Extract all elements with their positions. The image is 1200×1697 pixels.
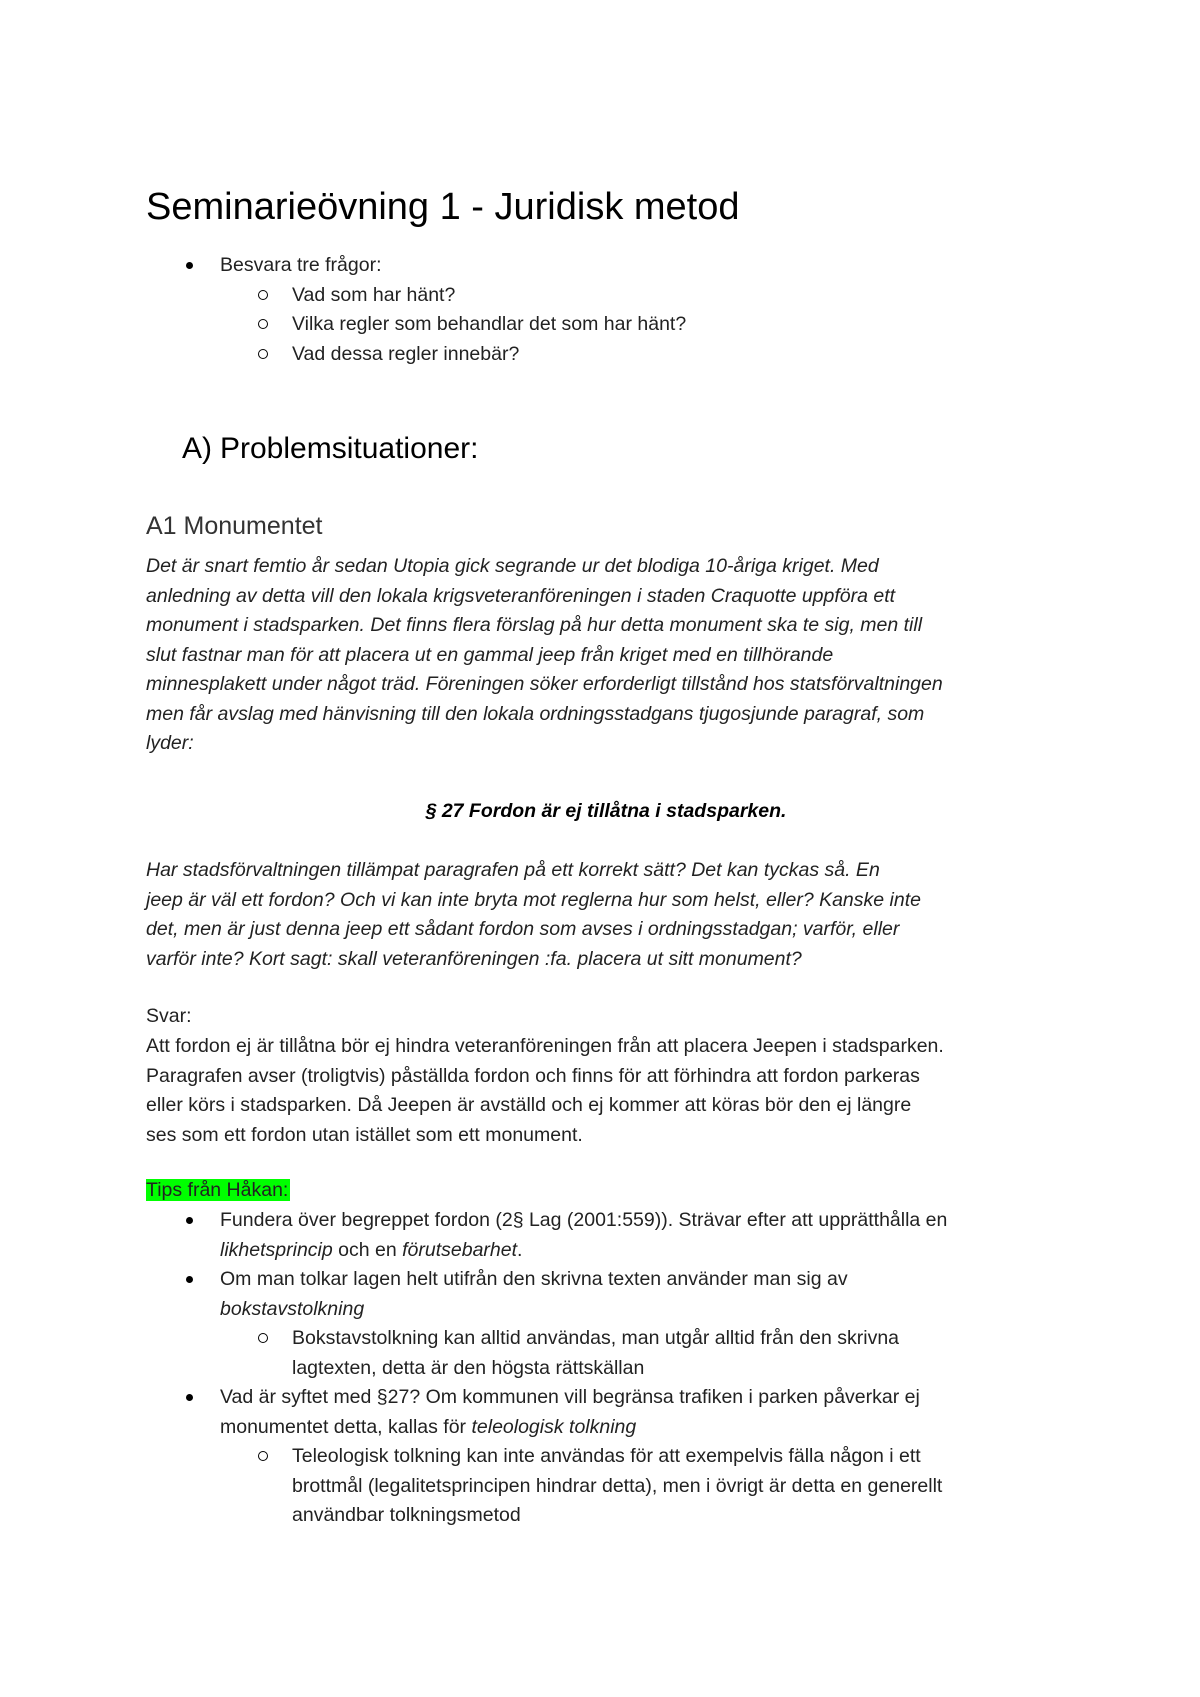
tip-line: användbar tolkningsmetod [292, 1504, 521, 1526]
emphasis: likhetsprincip [220, 1238, 333, 1261]
scenario-line: minnesplakett under något träd. Föreningen söker erforderligt tillstånd hos statsförvaltningen [146, 673, 943, 695]
question-paragraph [146, 856, 1071, 974]
question-item: Vad som har hänt? [146, 281, 1066, 311]
question-line: jeep är väl ett fordon? Och vi kan inte bryta mot reglerna hur som helst, eller? Kanske inte [146, 888, 921, 911]
tip-text: monumentet detta, kallas för [220, 1415, 472, 1438]
scenario-line: Det är snart femtio år sedan Utopia gick segrande ur det blodiga 10-åriga kriget. Med [146, 555, 879, 577]
emphasis: förutsebarhet [402, 1238, 518, 1261]
emphasis: bokstavstolkning [220, 1297, 365, 1320]
question-line: Har stadsförvaltningen tillämpat paragrafen på ett korrekt sätt? Det kan tyckas så. En [146, 859, 880, 881]
scenario-line: anledning av detta vill den lokala krigsveteranföreningen i staden Craquotte uppföra ett [146, 584, 896, 607]
section-letter: A) [182, 432, 212, 465]
subsection-heading-a1: A1 Monumentet [146, 512, 323, 540]
tip-item [146, 1265, 1066, 1324]
document-title: Seminarieövning 1 - Juridisk metod [146, 186, 740, 228]
tips-heading [146, 1176, 290, 1206]
task-list [146, 251, 1066, 369]
question-line: varför inte? Kort sagt: skall veteranföreningen :fa. placera ut sitt monument? [146, 947, 802, 970]
tip-line: lagtexten, detta är den högsta rättskällan [292, 1356, 645, 1379]
tip-line: Teleologisk tolkning kan inte användas för att exempelvis fälla någon i ett [292, 1445, 921, 1467]
tip-subitem [146, 1442, 1066, 1531]
scenario-line: slut fastnar man för att placera ut en gammal jeep från kriget med en tillhörande [146, 643, 834, 666]
intro-bullet: Besvara tre frågor: [146, 251, 1066, 281]
highlighted-text: Tips från Håkan: [146, 1179, 289, 1201]
tip-line: Bokstavstolkning kan alltid användas, man utgår alltid från den skrivna [292, 1327, 900, 1349]
tips-list [146, 1206, 1066, 1531]
answer-line: Paragrafen avser (troligtvis) påställda fordon och finns för att förhindra att fordon parkeras [146, 1064, 920, 1087]
tip-item [146, 1383, 1066, 1442]
scenario-line: lyder: [146, 732, 194, 754]
question-item: Vilka regler som behandlar det som har hänt? [146, 310, 1066, 340]
answer-paragraph [146, 1032, 1071, 1150]
tip-text: . [517, 1238, 523, 1261]
question-line: det, men är just denna jeep ett sådant fordon som avses i ordningsstadgan; varför, eller [146, 918, 900, 940]
tip-line [220, 1413, 1066, 1443]
tip-line [220, 1295, 1066, 1325]
answer-line: eller körs i stadsparken. Då Jeepen är avställd och ej kommer att köras bör den ej längre [146, 1094, 912, 1116]
scenario-line: men får avslag med hänvisning till den lokala ordningsstadgans tjugosjunde paragraf, som [146, 702, 925, 725]
tip-line [220, 1236, 1066, 1266]
tip-text: och en [332, 1238, 403, 1261]
section-title: Problemsituationer: [220, 432, 479, 465]
answer-line: Att fordon ej är tillåtna bör ej hindra veteranföreningen från att placera Jeepen i stadsparken. [146, 1035, 944, 1057]
scenario-paragraph [146, 552, 1071, 759]
tip-line: Om man tolkar lagen helt utifrån den skrivna texten använder man sig av [220, 1268, 848, 1290]
question-item: Vad dessa regler innebär? [146, 340, 1066, 370]
tip-line: Fundera över begreppet fordon (2§ Lag (2001:559)). Strävar efter att upprätthålla en [220, 1209, 948, 1231]
answer-line: ses som ett fordon utan istället som ett monument. [146, 1123, 583, 1146]
tip-subitem [146, 1324, 1066, 1383]
emphasis: teleologisk tolkning [471, 1415, 637, 1438]
section-heading-a [182, 432, 478, 466]
tip-item [146, 1206, 1066, 1265]
tip-line: Vad är syftet med §27? Om kommunen vill begränsa trafiken i parken påverkar ej [220, 1386, 920, 1408]
tip-line: brottmål (legalitetsprincipen hindrar detta), men i övrigt är detta en generellt [292, 1474, 943, 1497]
scenario-line: monument i stadsparken. Det finns flera förslag på hur detta monument ska te sig, men till [146, 614, 923, 636]
law-paragraph: § 27 Fordon är ej tillåtna i stadsparken. [425, 800, 787, 822]
answer-label: Svar: [146, 1005, 192, 1027]
